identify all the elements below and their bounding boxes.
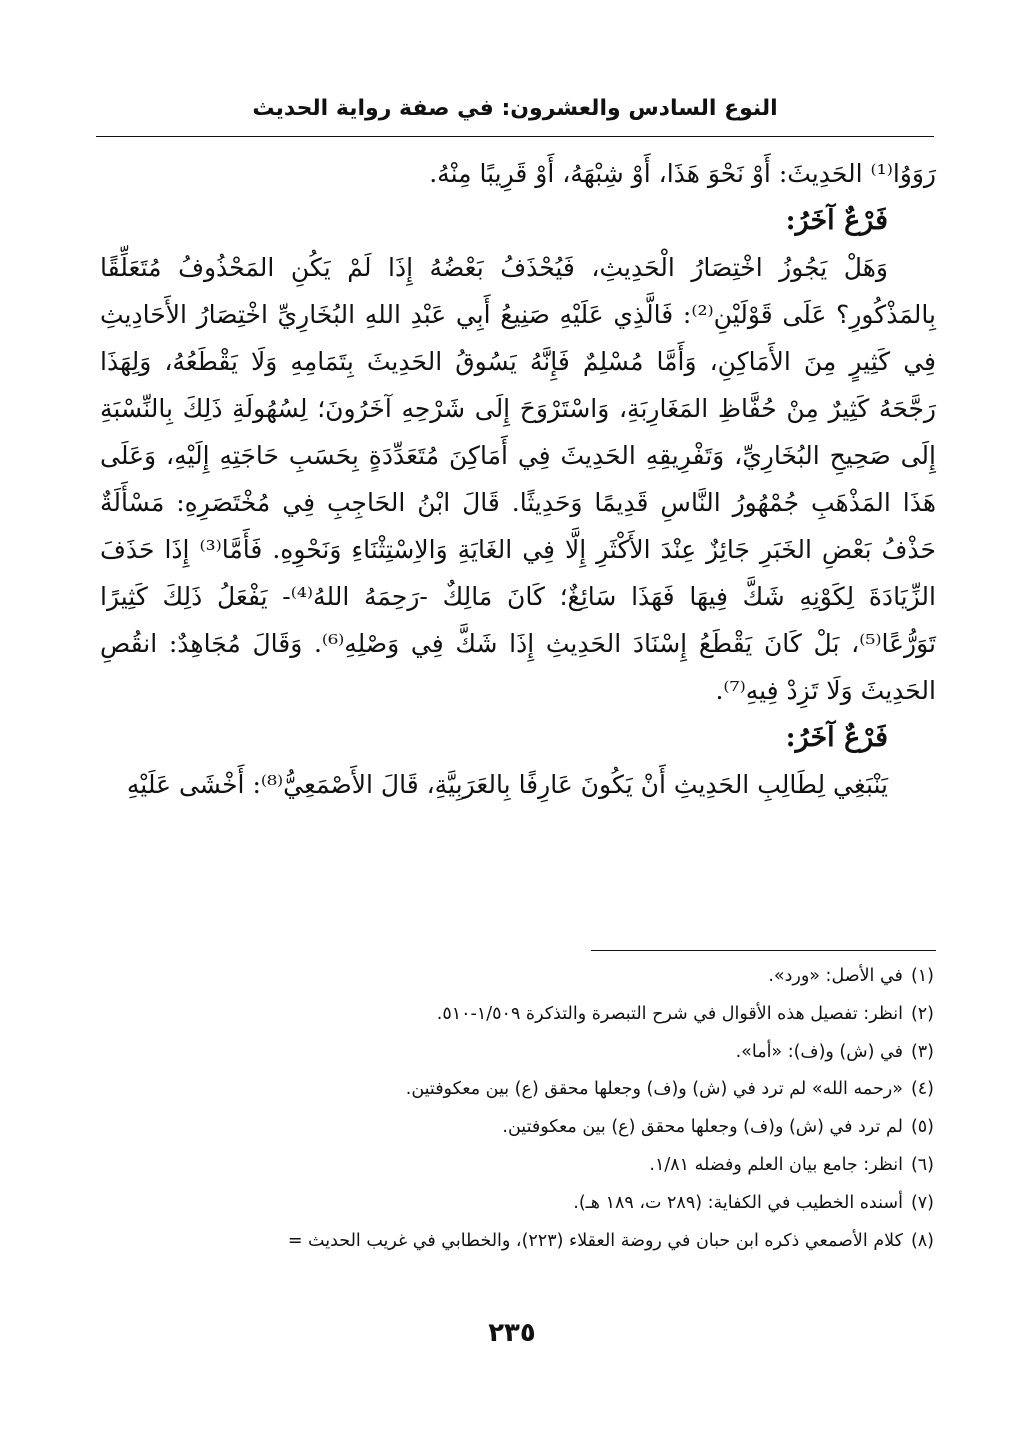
footnote-text: في (ش) و(ف): «أما». <box>735 1041 903 1062</box>
footnote-number: (٢) <box>910 1003 934 1024</box>
paragraph: يَنْبَغِي لِطَالِبِ الحَدِيثِ أَنْ يَكُونَ عَارِفًا بِالعَرَبِيَّةِ، قَالَ الأَصْمَعِيُّ⁽⁸⁾: أَخْشَى عَلَيْهِ <box>126 770 888 799</box>
page-number: ٢٣٥ <box>488 1318 536 1348</box>
footnote-text: كلام الأصمعي ذكره ابن حبان في روضة العقلاء (٢٢٣)، والخطابي في غريب الحديث = <box>287 1230 903 1251</box>
footnote-text: «رحمه الله» لم ترد في (ش) و(ف) وجعلها محقق (ع) بين معكوفتين. <box>405 1079 903 1100</box>
footnote <box>102 1223 934 1261</box>
section-heading: فَرْعٌ آخَرُ: <box>785 205 888 236</box>
footnote-number: (١) <box>910 966 934 986</box>
footnote <box>102 1071 934 1109</box>
footnote <box>102 1034 934 1072</box>
footnote-rule <box>591 950 936 951</box>
footnote <box>102 1147 934 1185</box>
footnote-text: في الأصل: «ورد». <box>768 966 903 986</box>
footnote-number: (٣) <box>910 1041 934 1062</box>
footnote-number: (٥) <box>910 1117 934 1138</box>
paragraph: وَهَلْ يَجُوزُ اخْتِصَارُ الْحَدِيثِ، فَيُحْذَفُ بَعْضُهُ إِذَا لَمْ يَكُنِ المَحْذُوفُ مُتَعَلِّقًا بِالمَذْكُورِ؟ عَلَى قَوْلَيْنِ⁽²⁾: فَالَّذِي عَلَيْهِ صَنِيعُ أَبِي عَبْدِ اللهِ البُخَارِيِّ اخْتِصَارُ الأَحَادِيثِ فِي كَثِيرٍ مِنَ الأَمَاكِنِ، وَأَمَّا مُسْلِمٌ فَإِنَّهُ يَسُوقُ الحَدِيثَ بِتَمَامِهِ وَلَا يَقْطَعُهُ، وَلِهَذَا رَجَّحَهُ كَثِيرٌ مِنْ حُفَّاظِ المَغَارِبَةِ، وَاسْتَرْوَحَ إِلَى شَرْحِهِ آخَرُونَ؛ لِسُهُولَةِ ذَلِكَ بِالنِّسْبَةِ إِلَى صَحِيحِ البُخَارِيِّ، وَتَفْرِيقِهِ الحَدِيثَ فِي أَمَاكِنَ مُتَعَدِّدَةٍ بِحَسَبِ حَاجَتِهِ إِلَيْهِ، وَعَلَى هَذَا المَذْهَبِ جُمْهُورُ النَّاسِ قَدِيمًا وَحَدِيثًا. قَالَ ابْنُ الحَاجِبِ فِي مُخْتَصَرِهِ: مَسْأَلَةٌ حَذْفُ بَعْضِ الخَبَرِ جَائِزٌ عِنْدَ الأَكْثَرِ إِلَّا فِي الغَايَةِ وَالاِسْتِثْنَاءِ وَنَحْوِهِ. فَأَمَّا⁽³⁾ إِذَا حَذَفَ الزِّيَادَةَ لِكَوْنِهِ شَكَّ فِيهَا فَهَذَا سَائِغٌ؛ كَانَ مَالِكٌ -رَحِمَهُ اللهُ⁽⁴⁾- يَفْعَلُ ذَلِكَ كَثِيرًا تَوَرُّعًا⁽⁵⁾، بَلْ كَانَ يَقْطَعُ إِسْنَادَ الحَدِيثِ إِذَا شَكَّ فِي وَصْلِهِ⁽⁶⁾. وَقَالَ مُجَاهِدٌ: انقُصِ الحَدِيثَ وَلَا تَزِدْ فِيهِ⁽⁷⁾. <box>100 253 936 705</box>
running-header: النوع السادس والعشرون: في صفة رواية الحديث <box>252 96 778 121</box>
footnote-text: لم ترد في (ش) و(ف) وجعلها محقق (ع) بين معكوفتين. <box>502 1117 903 1138</box>
section-heading: فَرْعٌ آخَرُ: <box>785 722 888 753</box>
paragraph-continuation: رَوَوُا⁽¹⁾ الحَدِيثَ: أَوْ نَحْوَ هَذَا، أَوْ شِبْهَهُ، أَوْ قَرِيبًا مِنْهُ. <box>429 159 936 188</box>
footnote <box>102 958 934 996</box>
footnote <box>102 1185 934 1223</box>
footnotes <box>102 958 934 1260</box>
footnote-number: (٧) <box>910 1192 934 1213</box>
footnote-text: انظر: تفصيل هذه الأقوال في شرح التبصرة والتذكرة ١/٥٠٩-٥١٠. <box>436 1003 903 1024</box>
footnote-number: (٨) <box>910 1230 934 1251</box>
main-text <box>100 150 936 808</box>
footnote-number: (٦) <box>910 1154 934 1175</box>
footnote <box>102 996 934 1034</box>
header-rule <box>96 136 934 137</box>
footnote-text: انظر: جامع بيان العلم وفضله ١/٨١. <box>649 1154 903 1175</box>
footnote-text: أسنده الخطيب في الكفاية: (٢٨٩ ت، ١٨٩ هـ). <box>573 1192 903 1213</box>
footnote <box>102 1109 934 1147</box>
footnote-number: (٤) <box>910 1079 934 1100</box>
